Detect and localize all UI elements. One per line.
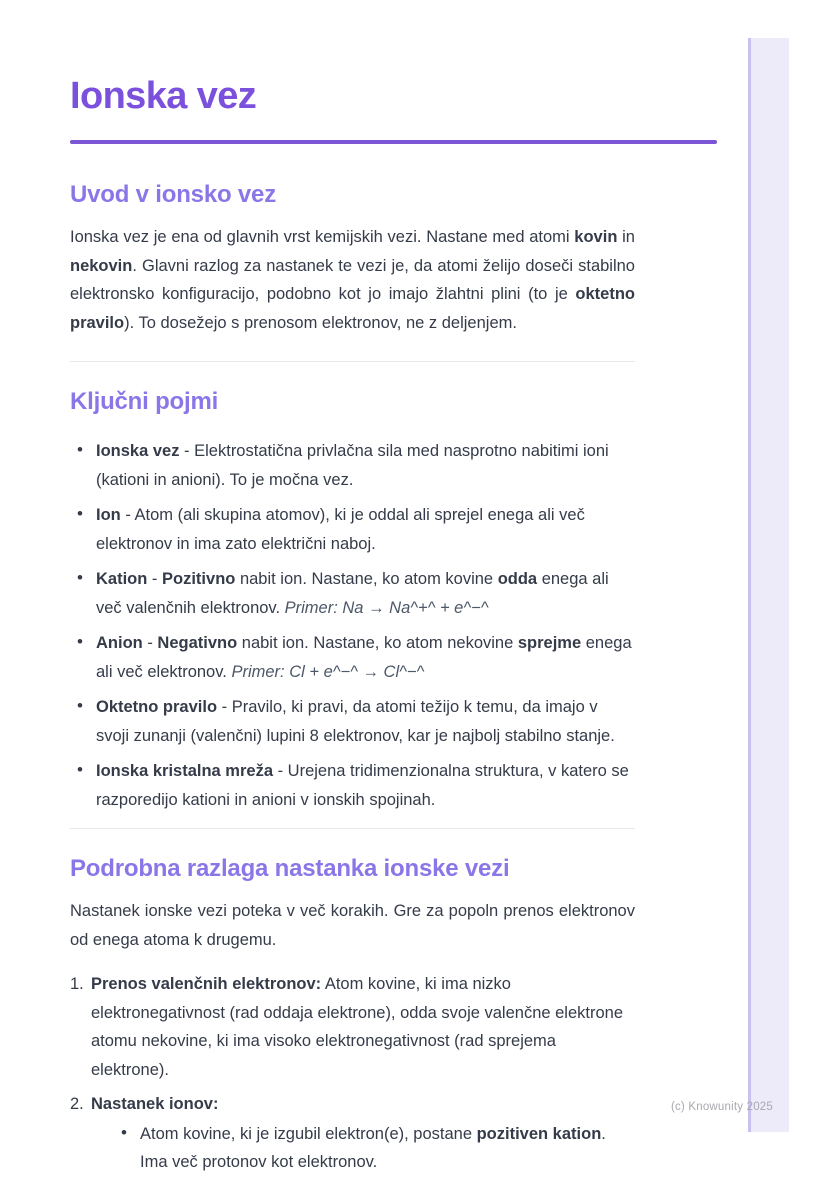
list-item-text	[96, 570, 609, 617]
numbered-item-body	[91, 1090, 635, 1177]
text-segment: Ionska vez	[96, 442, 180, 460]
page-title: Ionska vez	[70, 75, 257, 117]
list-item	[70, 565, 635, 622]
text-segment: Atom kovine, ki je izgubil elektron(e), postane	[140, 1124, 477, 1143]
text-segment: . Ima več protonov kot elektronov.	[140, 1124, 606, 1171]
text-segment: . Glavni razlog za nastanek te vezi je, da atomi želijo doseči stabilno elektronsko konfiguracijo, podobno kot jo imajo žlahtni plini (to je	[70, 256, 635, 303]
text-segment: Primer: Cl + e^−^ → Cl^−^	[231, 662, 425, 681]
numbered-item	[70, 970, 635, 1084]
bullet-icon: •	[77, 696, 83, 715]
text-segment: Ionska kristalna mreža	[96, 762, 274, 780]
text-segment: Kation	[96, 570, 148, 588]
numbered-item	[70, 1090, 635, 1177]
text-segment: in	[617, 228, 635, 246]
bullet-icon: •	[77, 632, 83, 651]
text-segment: Nastanek ionov:	[91, 1095, 219, 1113]
text-segment: - Atom (ali skupina atomov), ki je oddal ali sprejel enega ali več elektronov in ima zato električni naboj.	[96, 506, 585, 553]
text-segment: - Urejena tridimenzionalna struktura, v katero se razporedijo kationi in anioni v ionskih spojinah.	[96, 762, 629, 809]
bullet-icon: •	[121, 1122, 127, 1142]
text-segment: Nastanek ionske vezi poteka v več korakih. Gre za popoln prenos elektronov od enega atoma k drugemu.	[70, 902, 635, 949]
section-detailed-explanation	[70, 854, 717, 1177]
text-segment: nabit ion. Nastane, ko atom kovine	[235, 570, 498, 588]
detailed-heading: Podrobna razlaga nastanka ionske vezi	[70, 855, 510, 882]
text-segment: enega ali več elektronov.	[96, 634, 632, 681]
item-number: 2.	[70, 1095, 84, 1113]
key-terms-list	[70, 437, 635, 814]
text-segment: Prenos valenčnih elektronov:	[91, 975, 322, 993]
list-item-text	[96, 698, 615, 745]
text-segment: ). To dosežejo s prenosom elektronov, ne z deljenjem.	[124, 313, 517, 332]
copyright-notice: (c) Knowunity 2025	[670, 1101, 773, 1113]
sub-list	[91, 1120, 635, 1177]
list-item-text	[96, 442, 609, 489]
text-segment: nabit ion. Nastane, ko atom nekovine	[237, 634, 518, 652]
title-rule	[70, 140, 717, 144]
text-segment: - Elektrostatična privlačna sila med nasprotno nabitimi ioni (kationi in anioni). To je močna vez.	[96, 442, 609, 489]
text-segment: -	[147, 570, 163, 588]
list-item	[70, 437, 635, 494]
intro-paragraph	[70, 223, 635, 337]
text-segment: enega ali več valenčnih elektronov.	[96, 570, 609, 617]
numbered-item-text	[91, 1095, 218, 1113]
text-segment: Negativno	[157, 634, 238, 652]
item-number: 1.	[70, 975, 84, 993]
detailed-paragraph	[70, 897, 635, 954]
sub-list-item	[117, 1120, 635, 1177]
text-segment: oktetno pravilo	[70, 285, 635, 332]
list-item	[70, 757, 635, 814]
list-item-text	[96, 506, 585, 553]
bullet-icon: •	[77, 760, 83, 779]
text-segment: nekovin	[70, 256, 133, 275]
section-divider	[70, 361, 635, 362]
section-divider	[70, 828, 635, 829]
list-item	[70, 693, 635, 750]
key-terms-heading: Ključni pojmi	[70, 388, 219, 415]
notes-document	[70, 0, 717, 1183]
text-segment: Ionska vez je ena od glavnih vrst kemijskih vezi. Nastane med atomi	[70, 228, 575, 246]
section-key-terms	[70, 387, 717, 814]
text-segment: -	[142, 634, 158, 652]
list-item-text	[96, 634, 632, 681]
text-segment: Pozitivno	[162, 570, 236, 588]
text-segment: pozitiven kation	[476, 1124, 602, 1143]
bullet-icon: •	[77, 440, 83, 459]
text-segment: Ion	[96, 506, 121, 524]
text-segment: Primer: Na → Na^+^ + e^−^	[284, 598, 489, 617]
list-item	[70, 629, 635, 686]
section-intro	[70, 180, 717, 337]
list-item-text	[96, 762, 629, 809]
text-segment: Atom kovine, ki ima nizko elektronegativnost (rad oddaja elektrone), odda svoje valenčne elektrone atomu nekovine, ki ima visoko elektronegativnost (rad sprejema elektrone).	[91, 975, 624, 1079]
text-segment: Oktetno pravilo	[96, 698, 218, 716]
text-segment: sprejme	[517, 634, 582, 652]
list-item	[70, 501, 635, 558]
intro-heading: Uvod v ionsko vez	[70, 181, 276, 208]
numbered-item-text	[91, 970, 635, 1084]
steps-list	[70, 970, 635, 1177]
text-segment: Anion	[96, 634, 143, 652]
bullet-icon: •	[77, 568, 83, 587]
sub-list-item-text	[140, 1125, 606, 1172]
text-segment: kovin	[574, 228, 618, 246]
next-page-edge-strip	[748, 38, 789, 1132]
text-segment: odda	[497, 570, 538, 588]
text-segment: - Pravilo, ki pravi, da atomi težijo k temu, da imajo v svoji zunanji (valenčni) lupini 8 elektronov, kar je najbolj stabilno stanje.	[96, 698, 615, 745]
bullet-icon: •	[77, 504, 83, 523]
